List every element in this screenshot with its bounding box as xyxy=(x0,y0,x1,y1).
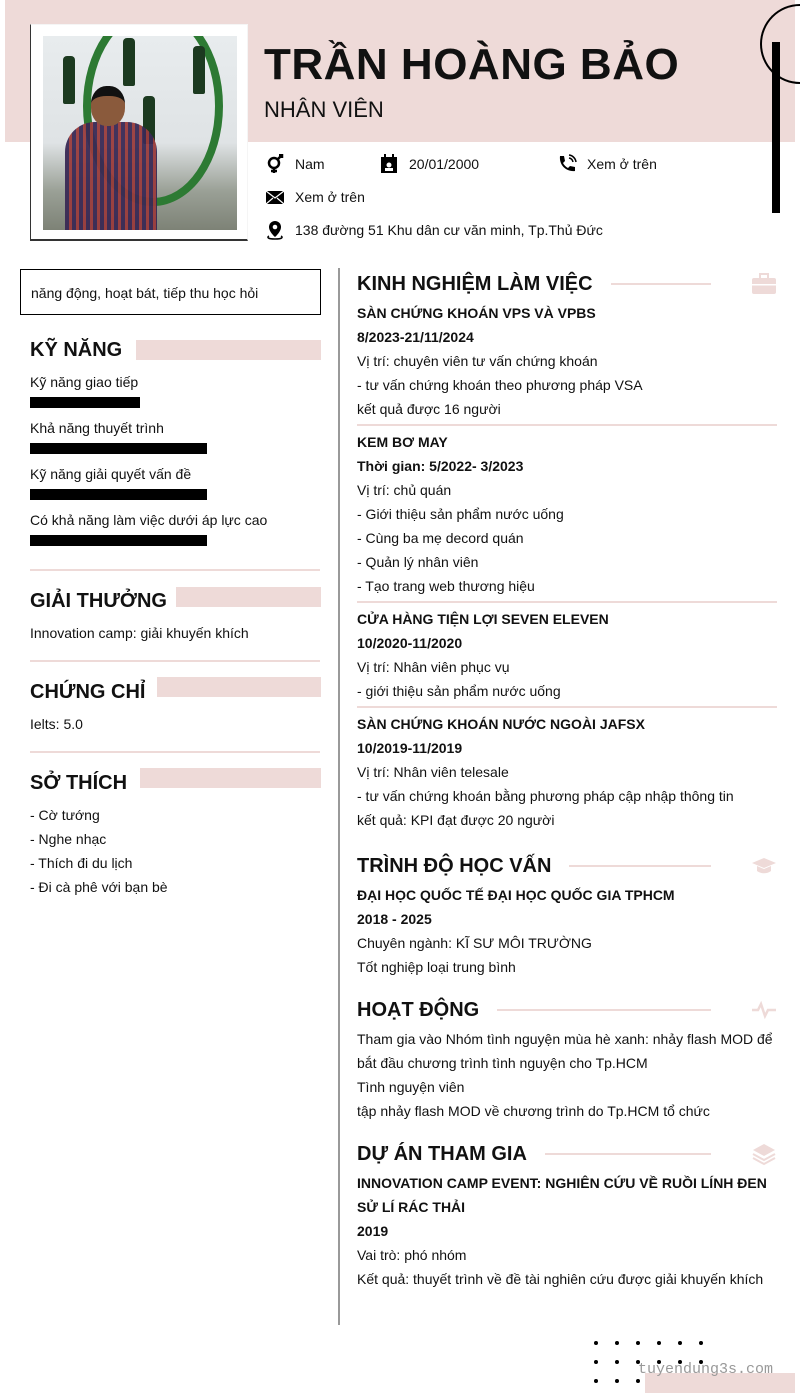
email-value: Xem ở trên xyxy=(295,189,365,205)
divider xyxy=(357,424,777,426)
experience-section xyxy=(357,267,777,832)
heading-accent xyxy=(157,677,321,697)
cert-item: Ielts: 5.0 xyxy=(30,716,83,732)
skill-bar xyxy=(30,535,207,546)
birthday-value: 20/01/2000 xyxy=(409,156,480,172)
divider xyxy=(357,706,777,708)
pulse-icon xyxy=(751,997,777,1023)
activities-section xyxy=(357,993,777,1123)
skill-bar xyxy=(30,489,207,500)
job-line: - Cùng ba mẹ decord quán xyxy=(357,530,524,546)
project-name: INNOVATION CAMP EVENT: NGHIÊN CỨU VỀ RUỒI LÍNH ĐEN SỬ LÍ RÁC THẢI xyxy=(357,1175,767,1215)
projects-heading: DỰ ÁN THAM GIA xyxy=(357,1142,527,1165)
hobby-item: - Đi cà phê với bạn bè xyxy=(30,879,168,895)
heading-accent xyxy=(140,768,321,788)
job-company: KEM BƠ MAY xyxy=(357,434,448,450)
project-line: Vai trò: phó nhóm xyxy=(357,1247,467,1263)
job-time: 8/2023-21/11/2024 xyxy=(357,329,474,345)
job-time: Thời gian: 5/2022- 3/2023 xyxy=(357,458,524,474)
activity-line: tập nhảy flash MOD về chương trình do Tp.HCM tổ chức xyxy=(357,1103,710,1119)
job-time: 10/2019-11/2019 xyxy=(357,740,463,756)
job-line: - tư vấn chứng khoán bằng phương pháp cập nhập thông tin xyxy=(357,788,734,804)
avatar-frame xyxy=(30,24,248,241)
birthday-info xyxy=(379,154,479,174)
job-line: Vị trí: chuyên viên tư vấn chứng khoán xyxy=(357,353,598,369)
summary-box: năng động, hoạt bát, tiếp thu học hỏi xyxy=(20,269,321,315)
divider xyxy=(357,601,777,603)
school-time: 2018 - 2025 xyxy=(357,911,432,927)
project-time: 2019 xyxy=(357,1223,389,1239)
gender-info xyxy=(265,154,325,174)
location-pin-icon xyxy=(265,220,285,240)
skills-heading: KỸ NĂNG xyxy=(30,339,123,361)
heading-accent xyxy=(136,340,321,360)
skill-label: Kỹ năng giải quyết vấn đề xyxy=(30,466,192,482)
activity-line: Tham gia vào Nhóm tình nguyện mùa hè xanh: nhảy flash MOD để bắt đầu chương trình tình nguyện cho Tp.HCM xyxy=(357,1031,773,1071)
certs-heading: CHỨNG CHỈ xyxy=(30,681,146,703)
school-name: ĐẠI HỌC QUỐC TẾ ĐẠI HỌC QUỐC GIA TPHCM xyxy=(357,887,675,903)
award-item: Innovation camp: giải khuyến khích xyxy=(30,625,249,641)
job-line: - Giới thiệu sản phẩm nước uống xyxy=(357,506,564,522)
projects-section xyxy=(357,1137,777,1291)
hobby-item: - Nghe nhạc xyxy=(30,831,107,847)
activity-line: Tình nguyện viên xyxy=(357,1079,465,1095)
decor-bar xyxy=(772,42,780,213)
activities-heading: HOẠT ĐỘNG xyxy=(357,998,480,1021)
layers-icon xyxy=(751,1141,777,1167)
job-line: Vị trí: chủ quán xyxy=(357,482,452,498)
awards-heading: GIẢI THƯỞNG xyxy=(30,590,167,612)
candidate-name: TRẦN HOÀNG BẢO xyxy=(264,40,680,89)
address-info xyxy=(265,220,603,240)
heading-accent xyxy=(176,587,321,607)
divider xyxy=(30,660,320,662)
phone-value: Xem ở trên xyxy=(587,156,657,172)
job-line: - giới thiệu sản phẩm nước uống xyxy=(357,683,561,699)
job-line: Vị trí: Nhân viên telesale xyxy=(357,764,509,780)
graduation-cap-icon xyxy=(751,853,777,879)
email-info xyxy=(265,187,365,207)
job-line: - Quản lý nhân viên xyxy=(357,554,479,570)
job-line: Vị trí: Nhân viên phục vụ xyxy=(357,659,510,675)
skill-label: Có khả năng làm việc dưới áp lực cao xyxy=(30,512,268,528)
experience-heading: KINH NGHIỆM LÀM VIỆC xyxy=(357,272,593,295)
job-company: SÀN CHỨNG KHOÁN NƯỚC NGOÀI JAFSX xyxy=(357,716,645,732)
watermark: tuyendung3s.com xyxy=(638,1361,774,1378)
skill-bar xyxy=(30,397,140,408)
job-line: - Tạo trang web thương hiệu xyxy=(357,578,535,594)
column-divider xyxy=(338,268,340,1325)
hobby-item: - Thích đi du lịch xyxy=(30,855,133,871)
job-company: CỬA HÀNG TIỆN LỢI SEVEN ELEVEN xyxy=(357,611,609,627)
candidate-role: NHÂN VIÊN xyxy=(264,97,384,122)
education-heading: TRÌNH ĐỘ HỌC VẤN xyxy=(357,854,552,877)
skill-bar xyxy=(30,443,207,454)
job-time: 10/2020-11/2020 xyxy=(357,635,463,651)
project-line: Kết quả: thuyết trình về đề tài nghiên cứu được giải khuyến khích xyxy=(357,1271,764,1287)
hobby-item: - Cờ tướng xyxy=(30,807,100,823)
divider xyxy=(30,569,320,571)
calendar-icon xyxy=(379,154,399,174)
gender-icon xyxy=(265,154,285,174)
address-value: 138 đường 51 Khu dân cư văn minh, Tp.Thủ Đức xyxy=(295,222,603,238)
gender-value: Nam xyxy=(295,156,325,172)
divider xyxy=(30,751,320,753)
skill-label: Khả năng thuyết trình xyxy=(30,420,164,436)
email-icon xyxy=(265,187,285,207)
job-line: kết quả: KPI đạt được 20 người xyxy=(357,812,555,828)
skill-label: Kỹ năng giao tiếp xyxy=(30,374,139,390)
job-line: - tư vấn chứng khoán theo phương pháp VSA xyxy=(357,377,643,393)
job-line: kết quả được 16 người xyxy=(357,401,501,417)
briefcase-icon xyxy=(751,271,777,297)
phone-icon xyxy=(557,154,577,174)
job-company: SÀN CHỨNG KHOÁN VPS VÀ VPBS xyxy=(357,305,596,321)
phone-info xyxy=(557,154,657,174)
education-line: Tốt nghiệp loại trung bình xyxy=(357,959,516,975)
education-line: Chuyên ngành: KĨ SƯ MÔI TRƯỜNG xyxy=(357,935,592,951)
avatar-photo xyxy=(43,36,237,230)
education-section xyxy=(357,849,777,979)
hobbies-heading: SỞ THÍCH xyxy=(30,772,128,794)
